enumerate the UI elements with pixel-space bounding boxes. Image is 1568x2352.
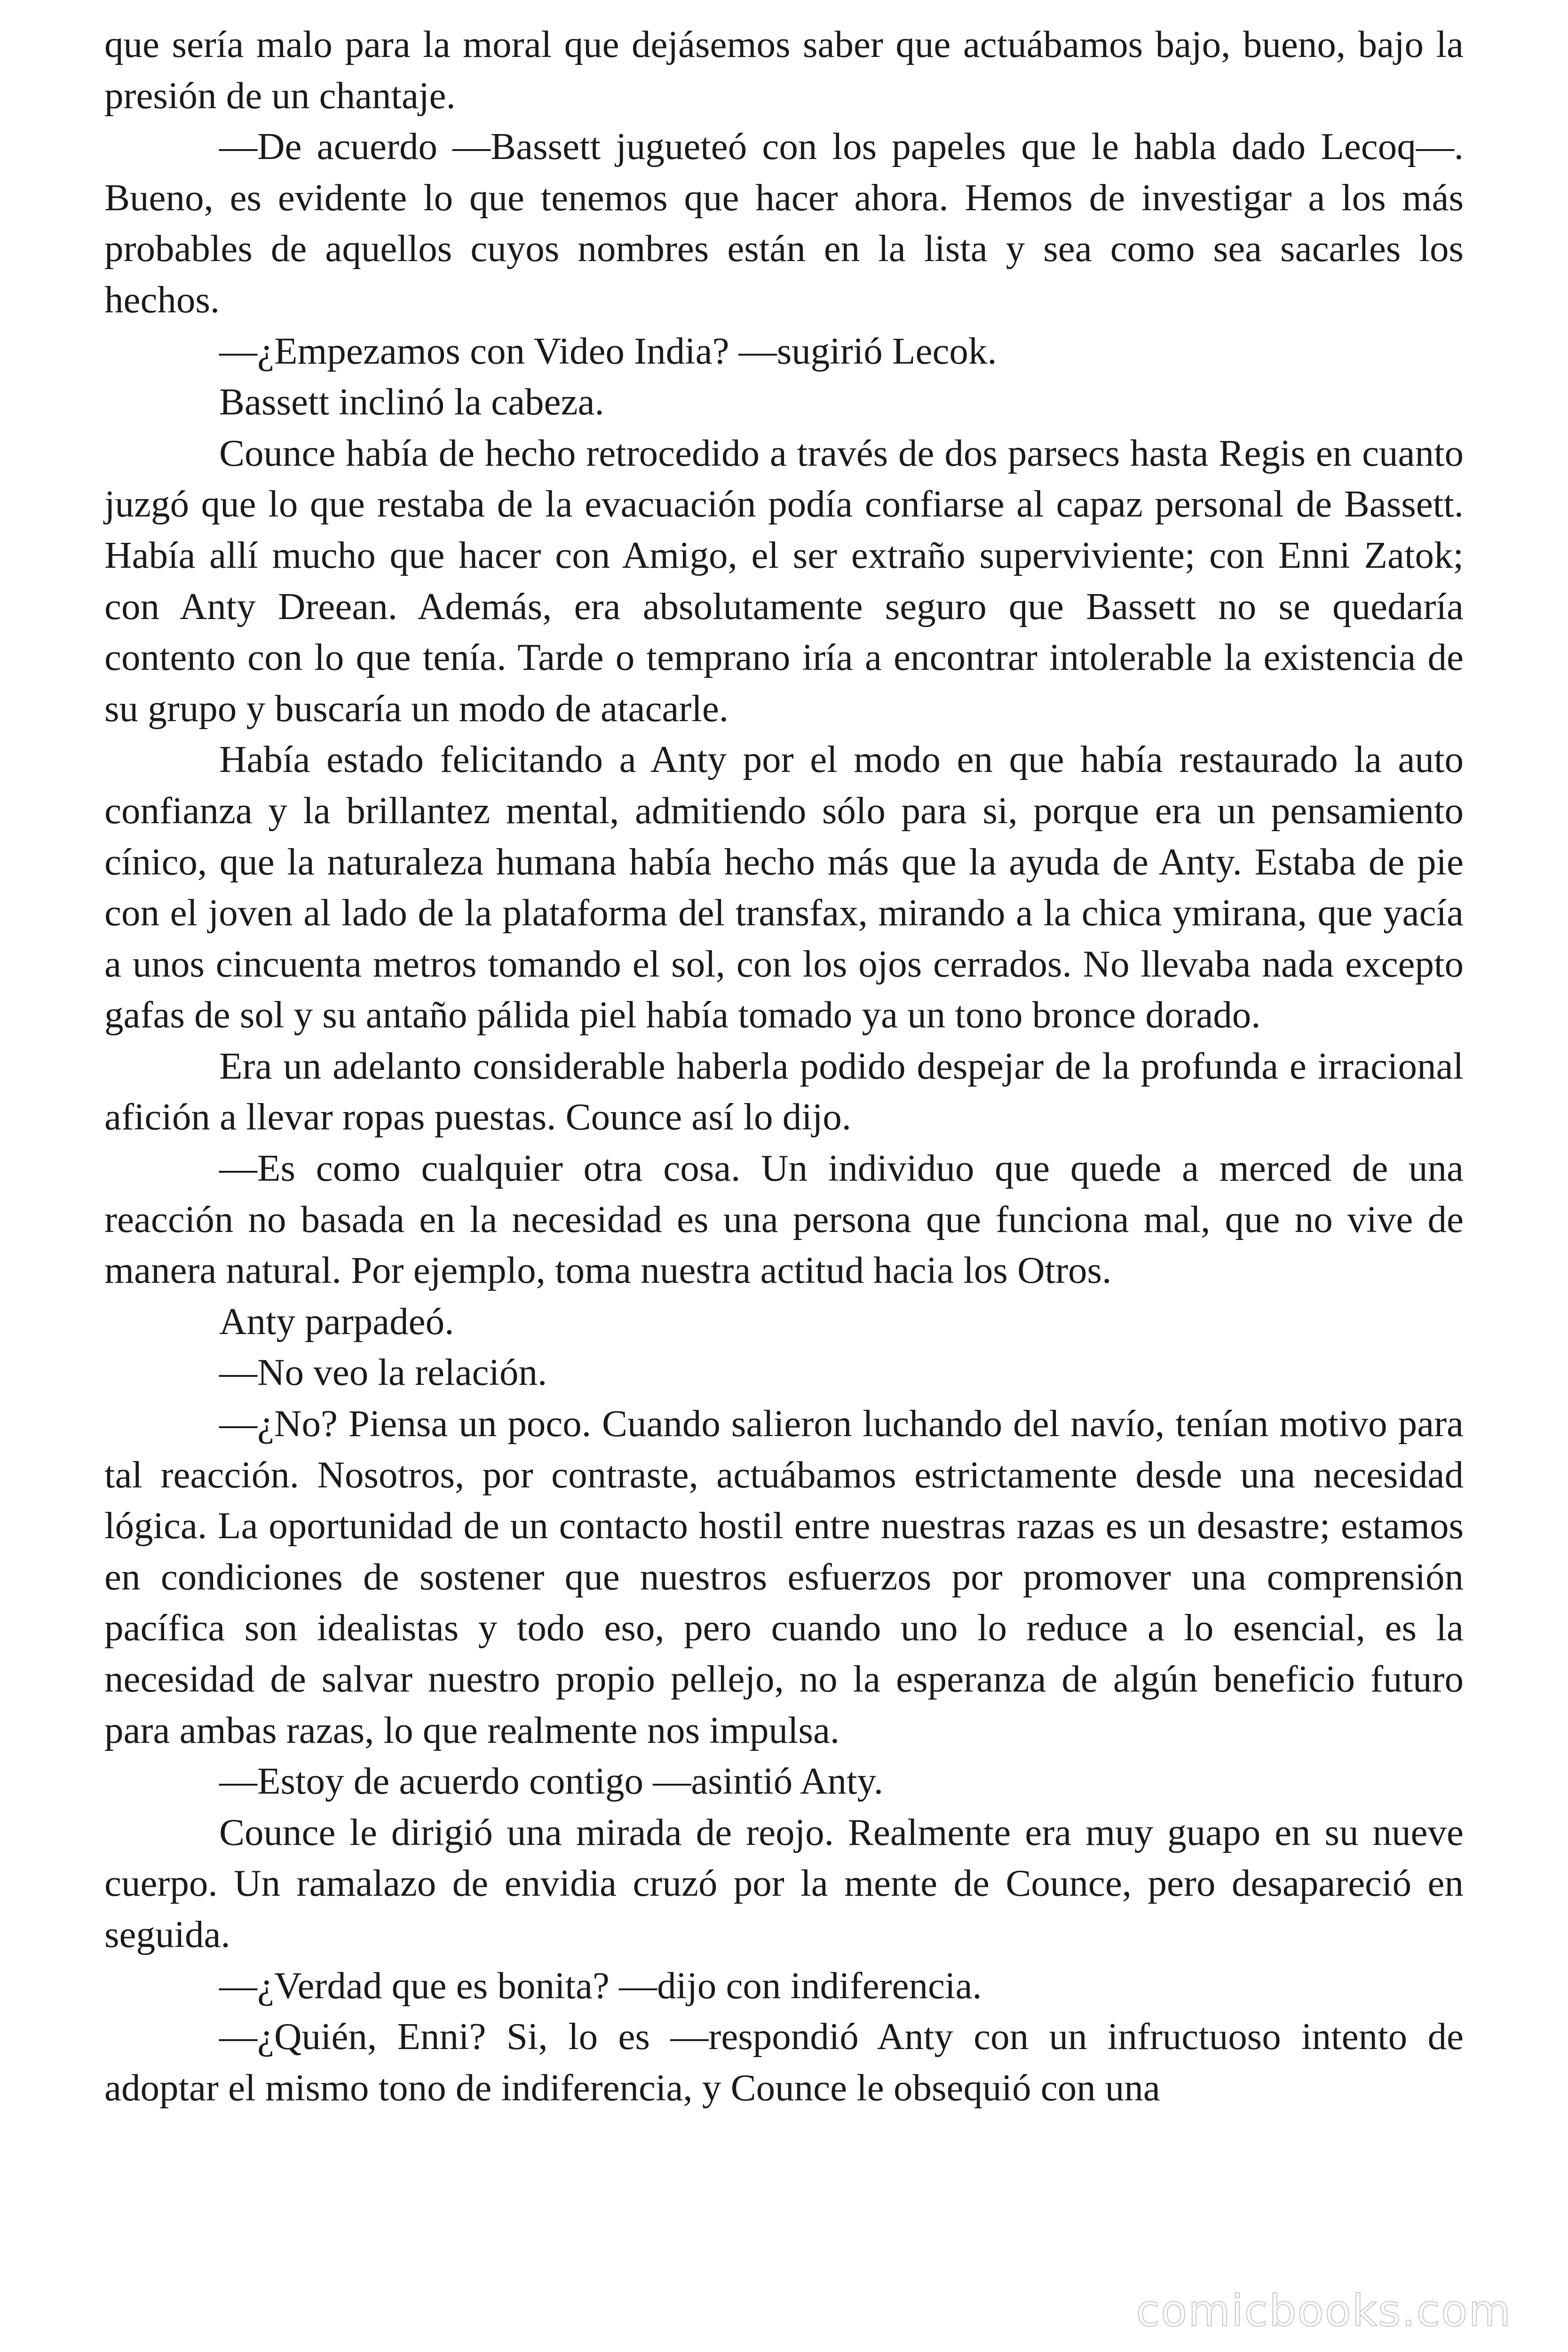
- paragraph: —¿No? Piensa un poco. Cuando salieron luchando del navío, tenían motivo para tal reacción. Nosotros, por contraste, actuábamos estrictamente desde una necesidad lógica. La oportunidad de un contacto hostil entre nuestras razas es un desastre; estamos en condiciones de sostener que nuestros esfuerzos por promover una comprensión pacífica son idealistas y todo eso, pero cuando uno lo reduce a lo esencial, es la necesidad de salvar nuestro propio pellejo, no la esperanza de algún beneficio futuro para ambas razas, lo que realmente nos impulsa.: [104, 1402, 1464, 1751]
- paragraph: que sería malo para la moral que dejásemos saber que actuábamos bajo, bueno, bajo la presión de un chantaje.: [104, 23, 1464, 117]
- paragraph: Anty parpadeó.: [219, 1300, 454, 1343]
- paragraph: Había estado felicitando a Anty por el modo en que había restaurado la auto confianza y la brillantez mental, admitiendo sólo para si, porque era un pensamiento cínico, que la naturaleza humana había hecho más que la ayuda de Anty. Estaba de pie con el joven al lado de la plataforma del transfax, mirando a la chica ymirana, que yacía a unos cincuenta metros tomando el sol, con los ojos cerrados. No llevaba nada excepto gafas de sol y su antaño pálida piel había tomado ya un tono bronce dorado.: [104, 738, 1464, 1036]
- body-text: [104, 19, 1464, 2113]
- paragraph: Counce había de hecho retrocedido a través de dos parsecs hasta Regis en cuanto juzgó que lo que restaba de la evacuación podía confiarse al capaz personal de Bassett. Había allí mucho que hacer con Amigo, el ser extraño superviviente; con Enni Zatok; con Anty Dreean. Además, era absolutamente seguro que Bassett no se quedaría contento con lo que tenía. Tarde o temprano iría a encontrar intolerable la existencia de su grupo y buscaría un modo de atacarle.: [104, 431, 1464, 730]
- paragraph: Counce le dirigió una mirada de reojo. Realmente era muy guapo en su nueve cuerpo. Un ramalazo de envidia cruzó por la mente de Counce, pero desapareció en seguida.: [104, 1811, 1464, 1955]
- paragraph: —Estoy de acuerdo contigo —asintió Anty.: [219, 1760, 884, 1803]
- paragraph: —No veo la relación.: [219, 1351, 547, 1394]
- paragraph: Era un adelanto considerable haberla podido despejar de la profunda e irracional afición a llevar ropas puestas. Counce así lo dijo.: [104, 1044, 1464, 1138]
- watermark: comicbooks.com: [1136, 2286, 1512, 2336]
- paragraph: —¿Empezamos con Video India? —sugirió Lecok.: [219, 329, 997, 372]
- paragraph: —Es como cualquier otra cosa. Un individuo que quede a merced de una reacción no basada en la necesidad es una persona que funciona mal, que no vive de manera natural. Por ejemplo, toma nuestra actitud hacia los Otros.: [104, 1147, 1464, 1292]
- paragraph: —¿Verdad que es bonita? —dijo con indiferencia.: [219, 1964, 982, 2007]
- paragraph: —¿Quién, Enni? Si, lo es —respondió Anty con un infructuoso intento de adoptar el mismo tono de indiferencia, y Counce le obsequió con una: [104, 2015, 1464, 2109]
- paragraph: —De acuerdo —Bassett jugueteó con los papeles que le habla dado Lecoq—. Bueno, es evidente lo que tenemos que hacer ahora. Hemos de investigar a los más probables de aquellos cuyos nombres están en la lista y sea como sea sacarles los hechos.: [104, 125, 1464, 321]
- paragraph: Bassett inclinó la cabeza.: [219, 381, 604, 423]
